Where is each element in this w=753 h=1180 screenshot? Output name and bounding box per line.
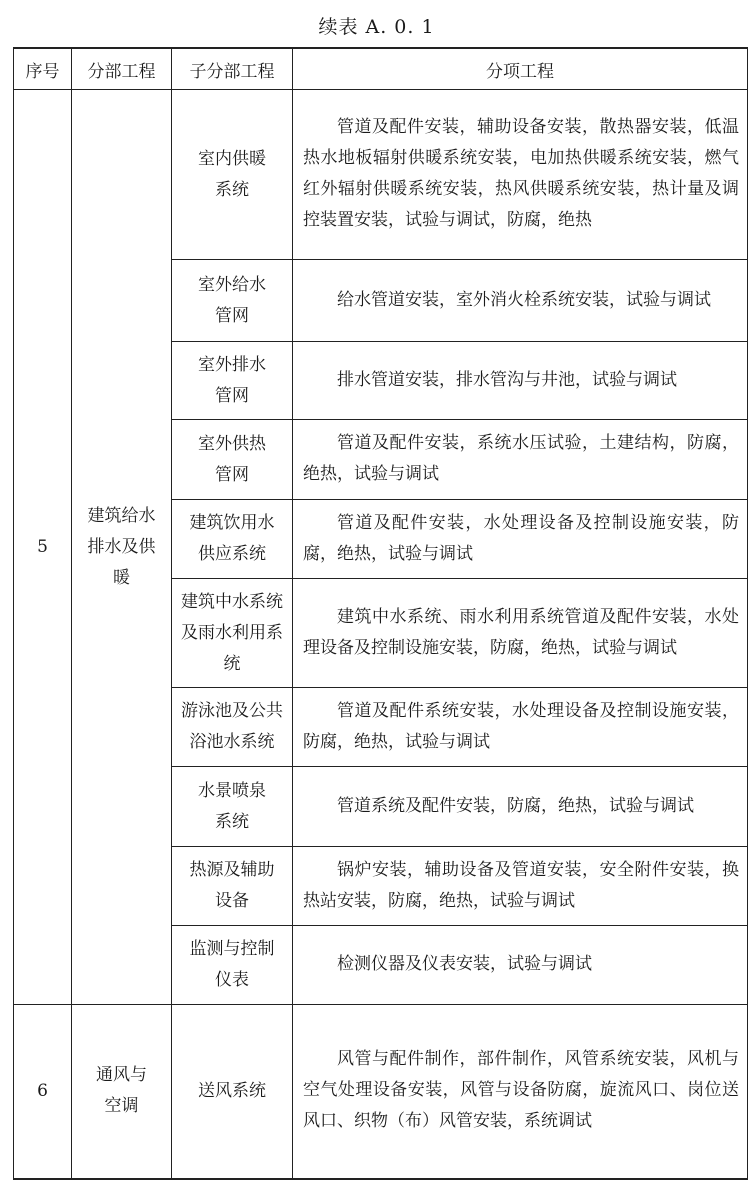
item-list: 排水管道安装，排水管沟与井池，试验与调试 xyxy=(293,342,748,420)
subdivision-name: 送风系统 xyxy=(172,1005,293,1179)
division-name: 通风与空调 xyxy=(72,1005,172,1179)
subdivision-name: 室外排水管网 xyxy=(172,342,293,420)
item-list: 管道及配件安装，系统水压试验，土建结构，防腐，绝热，试验与调试 xyxy=(293,420,748,500)
division-name: 建筑给水排水及供暖 xyxy=(72,90,172,1005)
subdivision-name: 监测与控制仪表 xyxy=(172,926,293,1005)
item-list: 锅炉安装，辅助设备及管道安装，安全附件安装，换热站安装，防腐，绝热，试验与调试 xyxy=(293,847,748,926)
header-subdivision: 子分部工程 xyxy=(172,48,293,90)
header-row xyxy=(14,48,748,90)
table-row xyxy=(14,90,748,260)
table-title: 续表 A. 0. 1 xyxy=(318,16,435,38)
table-row xyxy=(14,1005,748,1179)
subdivision-name: 热源及辅助设备 xyxy=(172,847,293,926)
header-division: 分部工程 xyxy=(72,48,172,90)
item-list: 管道及配件安装，辅助设备安装，散热器安装，低温热水地板辐射供暖系统安装，电加热供暖系统安装，燃气红外辐射供暖系统安装，热风供暖系统安装，热计量及调控装置安装，试验与调试，防腐，绝热 xyxy=(293,90,748,260)
item-list: 建筑中水系统、雨水利用系统管道及配件安装，水处理设备及控制设施安装，防腐，绝热，试验与调试 xyxy=(293,579,748,688)
item-list: 管道系统及配件安装，防腐，绝热，试验与调试 xyxy=(293,767,748,847)
item-list: 检测仪器及仪表安装，试验与调试 xyxy=(293,926,748,1005)
row-number: 5 xyxy=(14,90,72,1005)
subdivision-name: 水景喷泉系统 xyxy=(172,767,293,847)
item-list: 管道及配件安装，水处理设备及控制设施安装，防腐，绝热，试验与调试 xyxy=(293,500,748,579)
subdivision-name: 游泳池及公共浴池水系统 xyxy=(172,688,293,767)
subdivision-name: 室内供暖系统 xyxy=(172,90,293,260)
row-number: 6 xyxy=(14,1005,72,1179)
subdivision-name: 建筑饮用水供应系统 xyxy=(172,500,293,579)
subdivision-name: 室外给水管网 xyxy=(172,260,293,342)
item-list: 管道及配件系统安装，水处理设备及控制设施安装，防腐，绝热，试验与调试 xyxy=(293,688,748,767)
header-items: 分项工程 xyxy=(293,48,748,90)
header-no: 序号 xyxy=(14,48,72,90)
item-list: 风管与配件制作，部件制作，风管系统安装，风机与空气处理设备安装，风管与设备防腐，旋流风口、岗位送风口、织物（布）风管安装，系统调试 xyxy=(293,1005,748,1179)
subdivision-name: 室外供热管网 xyxy=(172,420,293,500)
item-list: 给水管道安装，室外消火栓系统安装，试验与调试 xyxy=(293,260,748,342)
subdivision-name: 建筑中水系统及雨水利用系统 xyxy=(172,579,293,688)
construction-division-table xyxy=(13,47,748,1180)
